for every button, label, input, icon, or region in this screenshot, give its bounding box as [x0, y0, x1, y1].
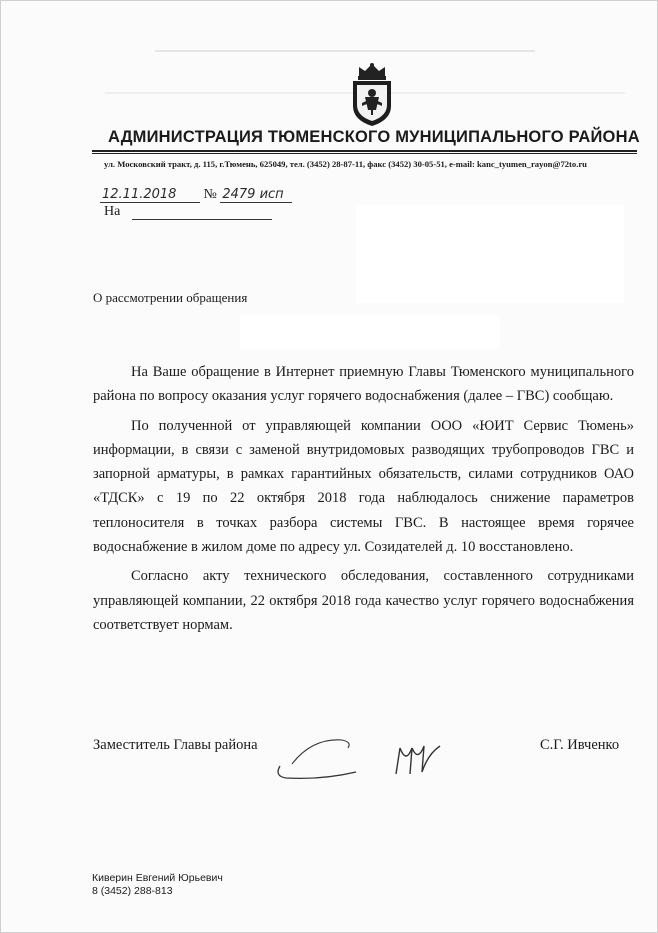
redacted-recipient-block	[356, 205, 624, 303]
executor-phone: 8 (3452) 288-813	[92, 885, 173, 897]
redacted-salutation-block	[240, 315, 500, 349]
organization-address: ул. Московский тракт, д. 115, г.Тюмень, 625049, тел. (3452) 28-87-11, факс (3452) 30-05-51, e-mail: kanc_tyumen_rayon@72to.ru	[104, 159, 587, 169]
body-paragraph-3: Согласно акту технического обследования, составленного сотрудниками управляющей компании, 22 октября 2018 года качество услуг горячего водоснабжения соответствует нормам.	[93, 568, 634, 633]
registration-line	[100, 187, 292, 203]
signatory-title: Заместитель Главы района	[93, 737, 258, 753]
letter-body	[93, 360, 634, 642]
body-paragraph-2: По полученной от управляющей компании ООО «ЮИТ Сервис Тюмень» информации, в связи с заменой внутридомовых разводящих трубопроводов ГВС и запорной арматуры, в рамках гарантийных обязательств, силами сотрудников ОАО «ТДСК» с 19 по 22 октября 2018 года наблюдалось снижение параметров теплоносителя в точках разбора системы ГВС. В настоящее время горячее водоснабжение в жилом доме по адресу ул. Созидателей д. 10 восстановлено.	[93, 417, 634, 556]
registration-date: 12.11.2018	[100, 187, 200, 203]
body-paragraph-1: На Ваше обращение в Интернет приемную Главы Тюменского муниципального района по вопросу оказания услуг горячего водоснабжения (далее – ГВС) сообщаю.	[93, 364, 634, 405]
registration-number: 2479 исп	[220, 187, 292, 203]
signatory-name: С.Г. Ивченко	[540, 737, 620, 753]
header-rule-thin	[92, 153, 637, 154]
recipient-reference-line	[104, 204, 272, 220]
reference-blank	[132, 205, 272, 220]
executor-name: Киверин Евгений Юрьевич	[92, 872, 223, 884]
coat-of-arms-icon	[345, 62, 399, 128]
handwritten-signature	[272, 728, 452, 786]
to-label: На	[104, 204, 121, 219]
letter-subject: О рассмотрении обращения	[93, 290, 248, 305]
number-label: №	[203, 187, 217, 202]
organization-name: АДМИНИСТРАЦИЯ ТЮМЕНСКОГО МУНИЦИПАЛЬНОГО РАЙОНА	[108, 128, 640, 146]
header-rule-thick	[92, 150, 637, 152]
